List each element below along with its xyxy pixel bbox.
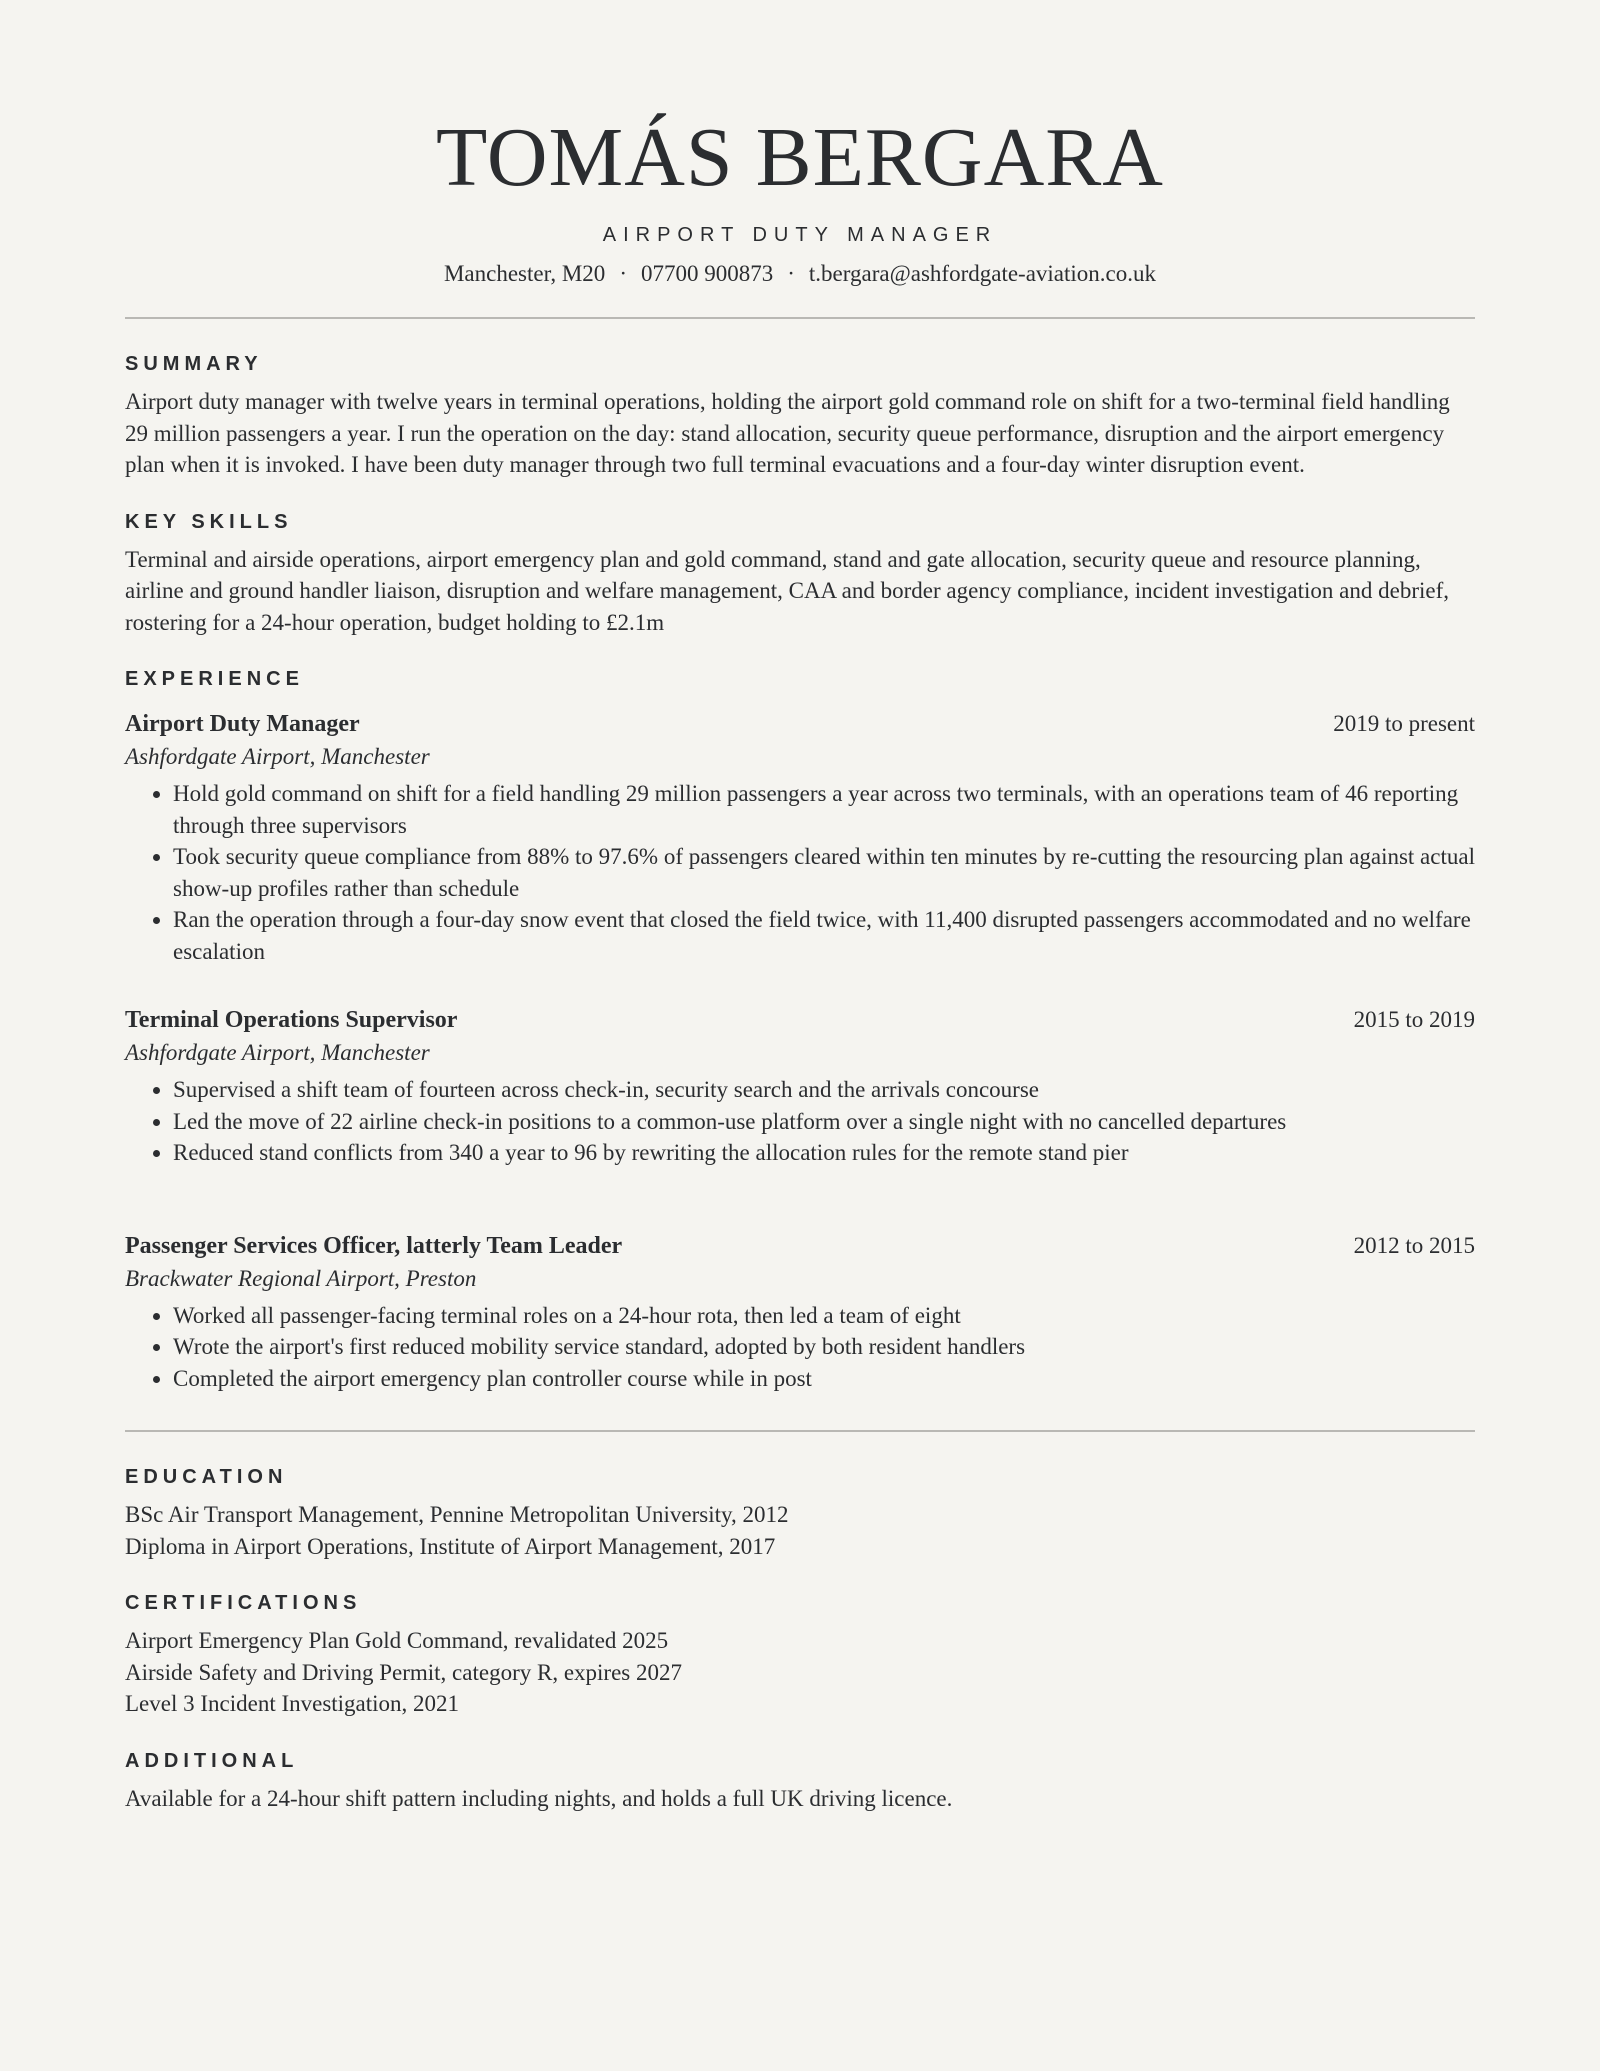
certification-item: Airport Emergency Plan Gold Command, revalidated 2025 (125, 1628, 669, 1653)
section-title-education: EDUCATION (125, 1466, 288, 1488)
section-title-additional: ADDITIONAL (125, 1749, 299, 1772)
job-title: Airport Duty Manager (125, 711, 360, 737)
job-dates: 2012 to 2015 (1353, 1232, 1475, 1258)
job-bullets (125, 778, 1475, 967)
candidate-role: AIRPORT DUTY MANAGER (602, 224, 998, 246)
job-bullet: • Supervised a shift team of fourteen across check-in, security search and the arrivals concourse (173, 1074, 1475, 1106)
candidate-name: TOMÁS BERGARA (436, 111, 1164, 204)
section-title-experience: EXPERIENCE (125, 668, 304, 690)
experience-section (125, 668, 1475, 1394)
job-title: Terminal Operations Supervisor (125, 1007, 458, 1033)
job-bullet: • Completed the airport emergency plan controller course while in post (173, 1363, 1475, 1395)
job-organisation: Ashfordgate Airport, Manchester (125, 744, 430, 769)
job-organisation: Ashfordgate Airport, Manchester (125, 1040, 430, 1065)
certifications-list (125, 1625, 1475, 1720)
job-bullet: • Reduced stand conflicts from 340 a year to 96 by rewriting the allocation rules for the remote stand pier (173, 1137, 1475, 1169)
job-title: Passenger Services Officer, latterly Team Leader (125, 1232, 623, 1259)
job-entry (125, 711, 1475, 967)
job-bullets (125, 1300, 1475, 1395)
section-title-certifications: CERTIFICATIONS (125, 1592, 362, 1614)
additional-section (125, 1750, 1475, 1815)
education-section (125, 1466, 1475, 1562)
contact-separator: · (787, 261, 795, 286)
job-header (125, 1233, 1475, 1260)
contact-line (125, 261, 1475, 287)
education-item: Diploma in Airport Operations, Institute of Airport Management, 2017 (125, 1533, 776, 1559)
job-bullet: • Ran the operation through a four-day snow event that closed the field twice, with 11,400 disrupted passengers accommodated and no welfare escalation (173, 904, 1475, 967)
certification-item: Airside Safety and Driving Permit, category R, expires 2027 (125, 1659, 682, 1685)
job-entry (125, 1233, 1475, 1395)
section-title-key-skills: KEY SKILLS (125, 510, 293, 533)
header-divider (125, 317, 1475, 319)
contact-email: t.bergara@ashfordgate-aviation.co.uk (808, 261, 1156, 286)
job-bullet: • Wrote the airport's first reduced mobility service standard, adopted by both resident handlers (173, 1331, 1475, 1363)
summary-text: Airport duty manager with twelve years in terminal operations, holding the airport gold command role on shift for a two-terminal field handling 29 million passengers a year. I run the operation on the day: stand allocation, security queue performance, disruption and the airport emergency plan when it is invoked. I have been duty manager through two full terminal evacuations and a four-day winter disruption event. (125, 389, 1450, 477)
job-header (125, 1007, 1475, 1034)
job-dates: 2015 to 2019 (1353, 1007, 1475, 1032)
experience-divider (125, 1430, 1475, 1432)
contact-location: Manchester, M20 (443, 261, 606, 286)
additional-text: Available for a 24-hour shift pattern including nights, and holds a full UK driving licence. (125, 1785, 953, 1811)
skills-section (125, 511, 1475, 639)
job-bullets (125, 1074, 1475, 1169)
section-title-summary: SUMMARY (125, 353, 263, 375)
contact-phone: 07700 900873 (640, 261, 774, 286)
education-list (125, 1499, 1475, 1562)
resume-header (125, 0, 1475, 287)
education-item: BSc Air Transport Management, Pennine Metropolitan University, 2012 (125, 1502, 789, 1527)
job-bullet: • Worked all passenger-facing terminal roles on a 24-hour rota, then led a team of eight (173, 1300, 1475, 1332)
contact-separator: · (619, 261, 627, 286)
skills-text: Terminal and airside operations, airport emergency plan and gold command, stand and gate allocation, security queue and resource planning, airline and ground handler liaison, disruption and welfare management, CAA and border agency compliance, incident investigation and debrief, rostering for a 24-hour operation, budget holding to £2.1m (125, 546, 1449, 635)
job-bullet: • Led the move of 22 airline check-in positions to a common-use platform over a single night with no cancelled departures (173, 1106, 1475, 1138)
job-entry (125, 1007, 1475, 1169)
certification-item: Level 3 Incident Investigation, 2021 (125, 1691, 460, 1716)
job-bullet: • Hold gold command on shift for a field handling 29 million passengers a year across two terminals, with an operations team of 46 reporting through three supervisors (173, 778, 1475, 841)
job-dates: 2019 to present (1333, 711, 1475, 736)
job-header (125, 711, 1475, 738)
job-bullet: • Took security queue compliance from 88% to 97.6% of passengers cleared within ten minutes by re-cutting the resourcing plan against actual show-up profiles rather than schedule (173, 841, 1475, 904)
job-organisation: Brackwater Regional Airport, Preston (125, 1265, 477, 1291)
summary-section (125, 353, 1475, 481)
certifications-section (125, 1592, 1475, 1720)
